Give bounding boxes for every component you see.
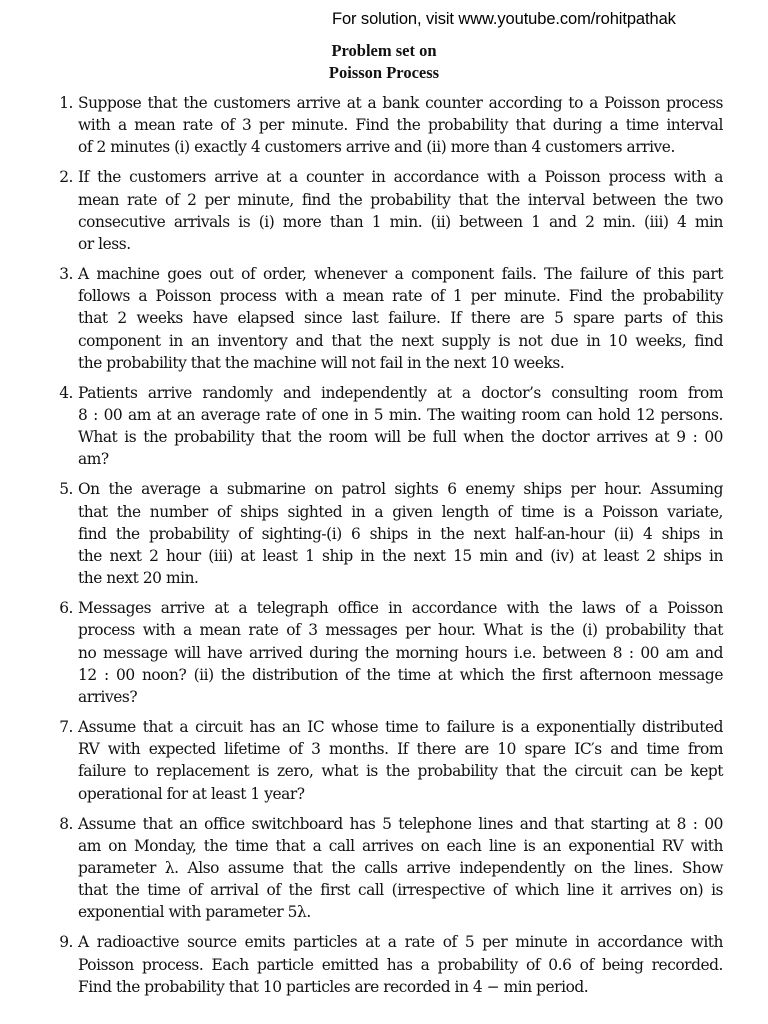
problem-text-line: Find the probability that 10 particles are recorded in 4 − min period. — [78, 977, 589, 996]
problem-text-line: that the number of ships sighted in a given length of time is a Poisson variate, — [78, 502, 723, 521]
problem-item — [51, 931, 723, 998]
problem-item — [51, 92, 723, 159]
problem-text-line: mean rate of 2 per minute, find the probability that the interval between the two — [78, 190, 723, 209]
problem-text-line: RV with expected lifetime of 3 months. If there are 10 spare IC′s and time from — [78, 740, 723, 759]
title-line-1: Problem set on — [331, 41, 437, 60]
problem-item — [51, 597, 723, 708]
problem-text-line: the next 20 min. — [78, 569, 199, 588]
problem-text-line: the next 2 hour (iii) at least 1 ship in the next 15 min and (iv) at least 2 ships in — [78, 547, 723, 566]
problem-text-line: no message will have arrived during the morning hours i.e. between 8 : 00 am and — [78, 643, 723, 662]
problem-number: 6. — [59, 599, 73, 618]
problem-text-line: 8 : 00 am at an average rate of one in 5 min. The waiting room can hold 12 persons. — [78, 406, 723, 425]
problem-number: 2. — [59, 168, 73, 187]
problem-text-line: Suppose that the customers arrive at a bank counter according to a Poisson process — [78, 94, 723, 112]
problem-text-line: Assume that a circuit has an IC whose time to failure is a exponentially distributed — [78, 718, 723, 737]
problem-text-line: component in an inventory and that the next supply is not due in 10 weeks, find — [78, 331, 723, 350]
problem-number: 9. — [59, 933, 73, 952]
problem-number: 5. — [59, 480, 73, 499]
solution-banner: For solution, visit www.youtube.com/rohitpathak — [332, 10, 676, 28]
problem-text-line: with a mean rate of 3 per minute. Find the probability that during a time interval — [78, 116, 723, 135]
problem-text-line: If the customers arrive at a counter in accordance with a Poisson process with a — [78, 168, 723, 187]
problem-text-line: follows a Poisson process with a mean rate of 1 per minute. Find the probability — [78, 287, 723, 306]
problem-number: 7. — [59, 718, 73, 737]
problem-text-line: Assume that an office switchboard has 5 telephone lines and that starting at 8 : 00 — [78, 814, 723, 833]
problem-text-line: consecutive arrivals is (i) more than 1 min. (ii) between 1 and 2 min. (iii) 4 min — [78, 212, 723, 231]
problem-item — [51, 813, 723, 924]
problem-text-line: that 2 weeks have elapsed since last failure. If there are 5 spare parts of this — [78, 309, 723, 328]
problem-text-line: of 2 minutes (i) exactly 4 customers arrive and (ii) more than 4 customers arrive. — [78, 138, 675, 157]
problem-text-line: Patients arrive randomly and independently at a doctor’s consulting room from — [78, 383, 723, 402]
problem-item — [51, 166, 723, 255]
problem-item — [51, 382, 723, 471]
problem-text-line: failure to replacement is zero, what is the probability that the circuit can be kept — [78, 762, 723, 781]
problem-number: 4. — [59, 383, 73, 402]
problem-text-line: Messages arrive at a telegraph office in accordance with the laws of a Poisson — [78, 599, 723, 618]
problem-text-line: On the average a submarine on patrol sights 6 enemy ships per hour. Assuming — [78, 480, 723, 499]
problem-number: 3. — [59, 265, 73, 284]
problem-text-line: or less. — [78, 235, 131, 254]
problem-number: 1. — [59, 94, 73, 112]
problem-text-line: the probability that the machine will not fail in the next 10 weeks. — [78, 353, 565, 372]
problem-text-line: find the probability of sighting-(i) 6 ships in the next half-an-hour (ii) 4 ships in — [78, 524, 723, 543]
problem-item — [51, 478, 723, 589]
problem-item — [51, 716, 723, 805]
problem-text-line: A radioactive source emits particles at a rate of 5 per minute in accordance with — [78, 933, 723, 952]
problem-text-line: that the time of arrival of the first call (irrespective of which line it arrives on) is — [78, 881, 723, 900]
title-line-2: Poisson Process — [328, 63, 440, 82]
problem-text-line: Poisson process. Each particle emitted has a probability of 0.6 of being recorded. — [78, 955, 723, 974]
problem-text-line: am? — [78, 450, 109, 469]
problem-number: 8. — [59, 814, 73, 833]
problem-item — [51, 263, 723, 374]
page-title — [0, 40, 768, 84]
problem-text-line: A machine goes out of order, whenever a component fails. The failure of this part — [78, 265, 723, 284]
problem-text-line: process with a mean rate of 3 messages per hour. What is the (i) probability that — [78, 621, 723, 640]
problem-text-line: am on Monday, the time that a call arrives on each line is an exponential RV with — [78, 836, 723, 855]
problem-text-line: What is the probability that the room will be full when the doctor arrives at 9 : 00 — [78, 428, 723, 447]
problem-text-line: arrives? — [78, 688, 138, 707]
problem-text-line: operational for at least 1 year? — [78, 784, 305, 803]
problem-text-line: 12 : 00 noon? (ii) the distribution of the time at which the first afternoon message — [78, 665, 723, 684]
problem-text-line: parameter λ. Also assume that the calls arrive independently on the lines. Show — [78, 859, 723, 878]
problem-text-line: exponential with parameter 5λ. — [78, 903, 311, 922]
problem-list — [51, 92, 723, 1006]
